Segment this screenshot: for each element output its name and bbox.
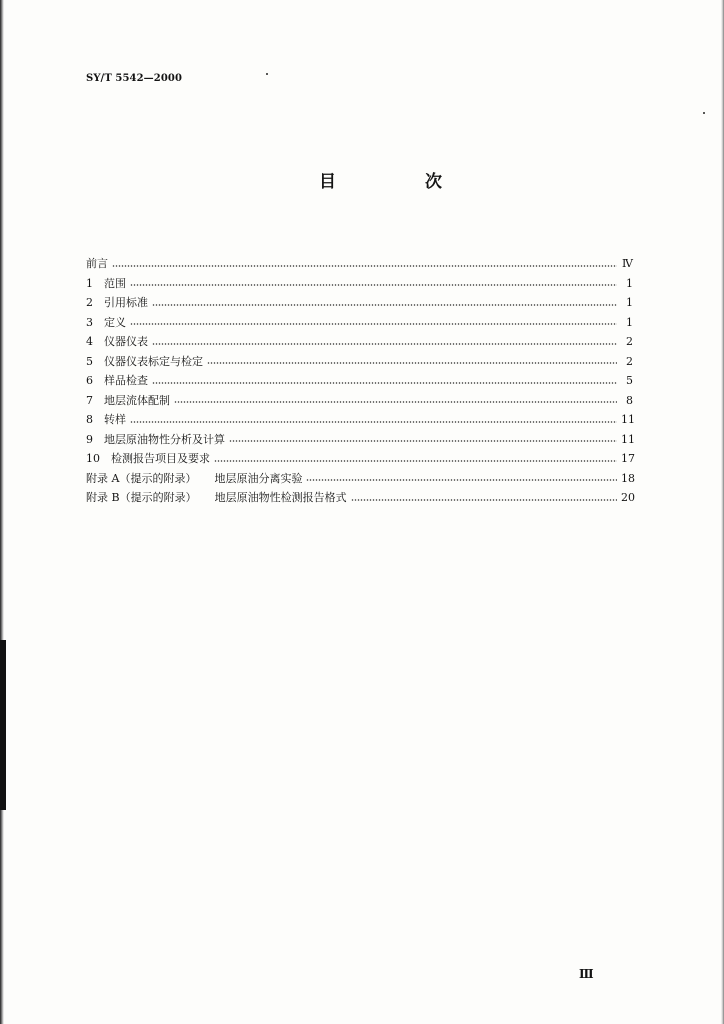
toc-entry-number: 10 [86,452,100,465]
scan-edge-left [0,0,4,1024]
toc-page-number: 20 [621,491,635,504]
toc-title: 目 次 [319,172,478,192]
toc-entry-number: 7 [86,393,93,407]
toc-leader-dots [130,420,617,424]
toc-page-number: 11 [621,432,635,446]
toc-page-number: 17 [621,452,635,465]
toc-entry-scope[interactable] [86,274,633,294]
toc-leader-dots [152,303,617,307]
toc-entry-number: 5 [86,354,93,368]
toc-entry-number: 8 [86,413,93,426]
toc-entry-calibration[interactable] [86,352,633,372]
scan-edge-shadow [0,640,6,810]
toc-entry-subtitle: 地层原油物性检测报告格式 [214,491,347,504]
toc-leader-dots [174,400,617,404]
page-number: Ⅲ [579,967,594,981]
toc-entry-label: 仪器仪表标定与检定 [104,354,203,368]
toc-leader-dots [130,322,617,326]
toc-leader-dots [214,459,617,463]
toc-page-number: 2 [626,335,633,348]
toc-entry-appendix-a[interactable] [86,469,633,489]
toc-leader-dots [351,498,617,502]
toc-entry-instruments[interactable] [86,332,633,352]
toc-entry-definitions[interactable] [86,313,633,333]
toc-leader-dots [152,381,617,385]
toc-leader-dots [207,361,617,365]
toc-page-number: 1 [626,315,633,329]
toc-entry-label: 地层原油物性分析及计算 [104,432,225,446]
toc-leader-dots [130,283,617,287]
toc-entry-appendix-b[interactable] [86,488,633,508]
toc-entry-label: 转样 [104,413,126,426]
table-of-contents [86,254,633,508]
toc-entry-label: 仪器仪表 [104,335,148,348]
toc-entry-property-analysis[interactable] [86,430,633,450]
toc-entry-label: 范围 [104,276,126,290]
toc-entry-number: 3 [86,315,93,329]
toc-entry-label: 附录 B（提示的附录） [86,491,197,504]
toc-entry-foreword[interactable] [86,254,633,274]
toc-entry-fluid-preparation[interactable] [86,391,633,411]
toc-leader-dots [152,342,617,346]
toc-page-number: Ⅳ [622,257,633,270]
toc-entry-label: 地层流体配制 [104,393,170,407]
toc-page-number: 2 [626,354,633,368]
toc-entry-label: 检测报告项目及要求 [111,452,210,465]
toc-page-number: 11 [621,413,635,426]
toc-entry-number: 6 [86,374,93,387]
toc-entry-report-requirements[interactable] [86,449,633,469]
scan-speck [266,73,268,75]
toc-leader-dots [112,264,617,268]
toc-entry-label: 定义 [104,315,126,329]
toc-leader-dots [229,439,617,443]
toc-entry-sample-inspection[interactable] [86,371,633,391]
toc-entry-number: 1 [86,276,93,290]
toc-page-number: 8 [626,393,633,407]
toc-entry-number: 2 [86,296,93,309]
toc-entry-number: 4 [86,335,93,348]
toc-leader-dots [306,478,617,482]
toc-page-number: 1 [626,276,633,290]
scan-speck [703,112,705,114]
toc-entry-normative-references[interactable] [86,293,633,313]
toc-entry-label: 引用标准 [104,296,148,309]
toc-page-number: 18 [621,471,635,485]
toc-entry-subtitle: 地层原油分离实验 [214,471,303,485]
toc-entry-number: 9 [86,432,93,446]
toc-page-number: 1 [626,296,633,309]
toc-entry-label: 前言 [86,257,108,270]
toc-entry-label: 附录 A（提示的附录） [86,471,197,485]
standard-code: SY/T 5542—2000 [86,73,182,84]
toc-entry-sample-transfer[interactable] [86,410,633,430]
toc-page-number: 5 [626,374,633,387]
toc-entry-label: 样品检查 [104,374,148,387]
